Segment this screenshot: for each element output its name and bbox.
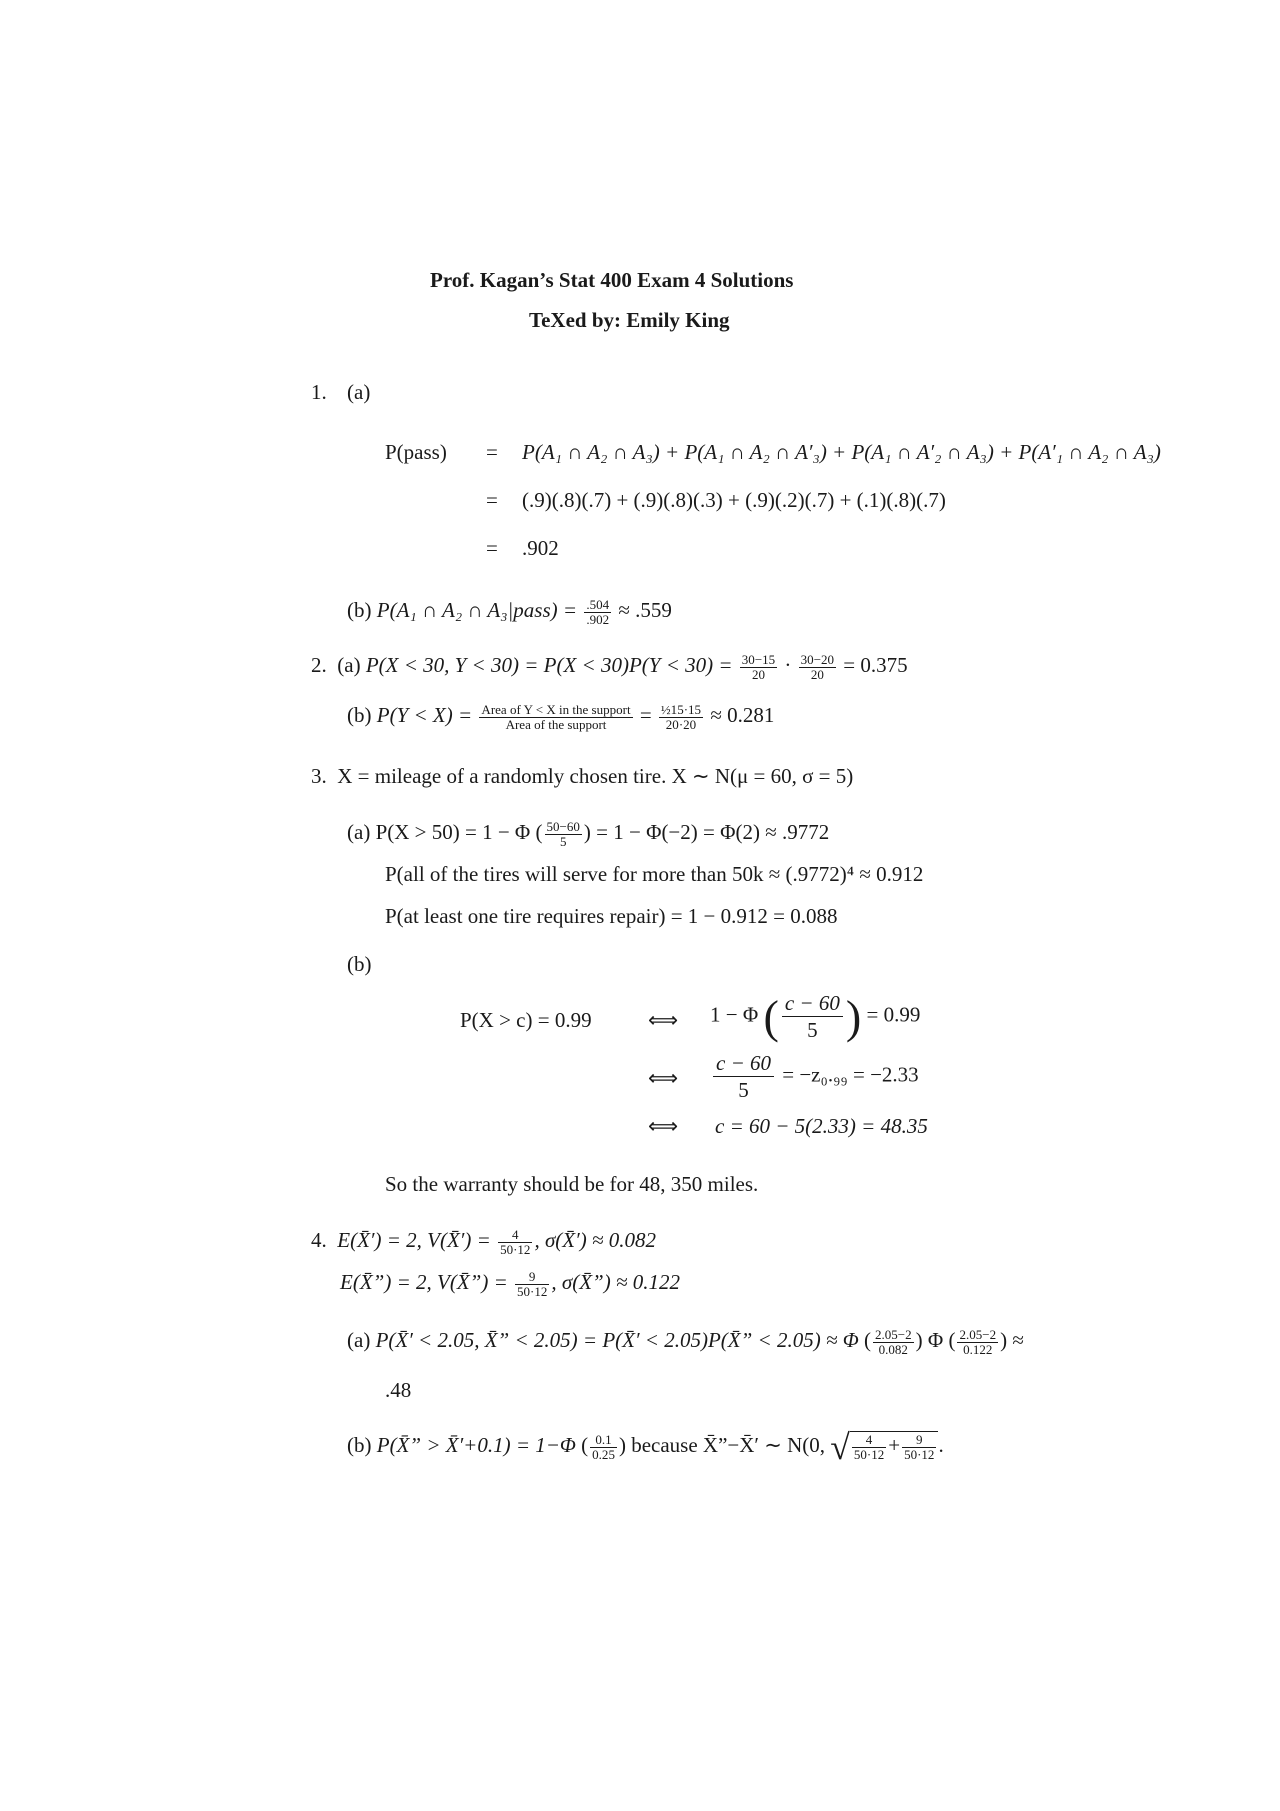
q4b-sqrt-fraction-2 (902, 1433, 936, 1461)
q3-intro-line (311, 764, 853, 789)
q4a-approx: ≈ (1012, 1328, 1024, 1352)
q2a-f1-den: 20 (751, 666, 765, 682)
q2b-fraction-1 (479, 703, 632, 731)
q1b-fraction (584, 598, 611, 626)
q4a-paren2-close: ) (1000, 1328, 1008, 1352)
q4b-s2-den: 50·12 (904, 1446, 935, 1462)
q3b-iff-1: ⟺ (648, 1008, 679, 1032)
q1a-lhs: P(pass) (385, 440, 447, 464)
q2a-line (311, 653, 908, 681)
q3b-r1-paren-open: ( (763, 991, 779, 1043)
q3a-paren-open: ( (535, 820, 543, 844)
q4b-sqrt-body (850, 1431, 939, 1461)
q4b-sqrt-fraction-1 (852, 1433, 886, 1461)
q4-line2 (340, 1270, 680, 1298)
q2b-fraction-2 (659, 703, 703, 731)
q3b-r1-post: = 0.99 (866, 1002, 921, 1027)
q3a-line2: P(all of the tires will serve for more than 50k ≈ (.9772)⁴ ≈ 0.912 (385, 862, 924, 886)
q1a-eq1: = (486, 440, 498, 464)
q4a-fraction-1 (873, 1328, 914, 1356)
q4a-fraction-2 (957, 1328, 998, 1356)
q4b-paren-open: ( (581, 1432, 589, 1457)
q3b-r2-post: = −z₀.₉₉ = −2.33 (782, 1062, 919, 1087)
q4-number: 4. (311, 1228, 327, 1252)
q4b-text: P(X̄” > X̄′+0.1) = 1−Φ (376, 1432, 576, 1457)
q3a-fden: 5 (559, 833, 567, 849)
q1a-eq3: = (486, 536, 498, 560)
q4b-s1-num: 4 (852, 1433, 886, 1448)
sqrt-icon: √ (830, 1427, 850, 1467)
q3b-r1-fraction (782, 990, 843, 1044)
q4-line1-fden: 50·12 (500, 1241, 531, 1257)
q3b-row3: c = 60 − 5(2.33) = 48.35 (715, 1114, 928, 1138)
q2b-f1-den: Area of the support (505, 716, 607, 732)
q2b-f2-num: ½15·15 (660, 702, 702, 718)
q4b-line (347, 1426, 944, 1468)
q3b-r2-den: 5 (738, 1078, 749, 1103)
q4-line1 (311, 1228, 656, 1256)
q3-number: 3. (311, 764, 327, 788)
q3b-r1-paren-close: ) (845, 991, 862, 1043)
q2a-label: (a) (337, 653, 361, 677)
q4-line2-fnum: 9 (515, 1270, 549, 1285)
q1-number: 1. (311, 380, 327, 404)
q4-line1-post: , σ(X̄′) ≈ 0.082 (534, 1228, 656, 1252)
q4a-line (347, 1328, 1024, 1356)
q4-line2-fraction (515, 1270, 549, 1298)
q1b-label: (b) (347, 598, 372, 622)
q4-line1-fraction (498, 1228, 532, 1256)
q4b-paren-close: ) (618, 1432, 626, 1457)
q4-line2-pre: E(X̄”) = 2, V(X̄”) = (340, 1270, 508, 1294)
q4b-f-den: 0.25 (592, 1446, 615, 1462)
q4-line2-post: , σ(X̄”) ≈ 0.122 (551, 1270, 680, 1294)
q3a-line1 (347, 820, 829, 848)
q2b-eq: = (639, 703, 652, 727)
q4b-fraction (590, 1433, 617, 1461)
q1a-rhs3: .902 (522, 536, 559, 560)
q3-conclusion: So the warranty should be for 48, 350 miles. (385, 1172, 759, 1196)
q3b-iff-2: ⟺ (648, 1066, 679, 1090)
q4a-label: (a) (347, 1328, 371, 1352)
q3b-r1-num: c − 60 (782, 990, 843, 1017)
q3b-row1 (710, 990, 920, 1044)
q2a-result: = 0.375 (843, 653, 908, 677)
q3a-fnum: 50−60 (546, 819, 580, 835)
q4a-paren2-open: ( (948, 1328, 956, 1352)
q4a-phi2: Φ (927, 1328, 944, 1352)
q4a-text: P(X̄′ < 2.05, X̄” < 2.05) = P(X̄′ < 2.05)P(X̄” < 2.05) ≈ Φ (375, 1328, 859, 1352)
q1a-label: (a) (347, 380, 371, 404)
q4a-f1-num: 2.05−2 (874, 1327, 912, 1343)
q3a-fraction (545, 820, 582, 848)
q2a-f2-num: 30−20 (800, 652, 835, 668)
q3b-r1-den: 5 (807, 1018, 818, 1043)
q3a-label: (a) (347, 820, 371, 844)
q3a-line1-pre: P(X > 50) = 1 − Φ (375, 820, 531, 844)
q2a-fraction-2 (799, 653, 836, 681)
q2a-f1-num: 30−15 (741, 652, 776, 668)
q2b-f2-den: 20·20 (665, 716, 697, 732)
q1b-result: ≈ .559 (618, 598, 672, 622)
q1b-lhs: P(A₁ ∩ A₂ ∩ A₃|pass) = (376, 598, 578, 622)
q3b-iff-3: ⟺ (648, 1114, 679, 1138)
q3b-row2 (710, 1050, 919, 1104)
q4a-f2-num: 2.05−2 (959, 1327, 997, 1343)
q3b-r2-fraction (713, 1050, 774, 1104)
q2a-text: P(X < 30, Y < 30) = P(X < 30)P(Y < 30) = (365, 653, 733, 677)
q3b-label: (b) (347, 952, 372, 976)
q3a-paren-close: ) (583, 820, 591, 844)
q4b-f-num: 0.1 (590, 1433, 617, 1448)
q2a-fraction-1 (740, 653, 777, 681)
q2-number: 2. (311, 653, 327, 677)
q2b-line (347, 703, 774, 731)
q1a-rhs2: (.9)(.8)(.7) + (.9)(.8)(.3) + (.9)(.2)(.7) + (.1)(.8)(.7) (522, 488, 946, 512)
q3a-line3: P(at least one tire requires repair) = 1 − 0.912 = 0.088 (385, 904, 838, 928)
q1a-rhs1: P(A₁ ∩ A₂ ∩ A₃) + P(A₁ ∩ A₂ ∩ A′₃) + P(A₁ ∩ A′₂ ∩ A₃) + P(A′₁ ∩ A₂ ∩ A₃) (522, 440, 1161, 464)
q4a-f2-den: 0.122 (963, 1341, 993, 1357)
q3a-line1-post: = 1 − Φ(−2) = Φ(2) ≈ .9772 (596, 820, 830, 844)
q1a-eq2: = (486, 488, 498, 512)
q2a-dot: · (784, 653, 792, 677)
q4-line1-fnum: 4 (498, 1228, 532, 1243)
q4-line1-pre: E(X̄′) = 2, V(X̄′) = (337, 1228, 491, 1252)
q1b-num: .504 (586, 597, 610, 613)
q3-intro: X = mileage of a randomly chosen tire. X ∼ N(μ = 60, σ = 5) (337, 764, 854, 788)
page-title: Prof. Kagan’s Stat 400 Exam 4 Solutions (430, 268, 794, 292)
q4b-label: (b) (347, 1432, 372, 1457)
q4b-end: . (938, 1432, 944, 1457)
q4a-result: .48 (385, 1378, 412, 1402)
q2b-lhs: P(Y < X) = (376, 703, 473, 727)
q3b-lhs: P(X > c) = 0.99 (460, 1008, 592, 1032)
q4a-f1-den: 0.082 (878, 1341, 908, 1357)
q4b-plus: + (888, 1432, 901, 1457)
q2b-f1-num: Area of Y < X in the support (481, 702, 631, 718)
q2a-f2-den: 20 (810, 666, 824, 682)
q4a-paren1-open: ( (863, 1328, 871, 1352)
q3b-r2-num: c − 60 (713, 1050, 774, 1077)
q4-line2-fden: 50·12 (516, 1283, 548, 1299)
q1b-line (347, 598, 672, 626)
q3b-r1-pre: 1 − Φ (710, 1002, 759, 1027)
q2b-result: ≈ 0.281 (710, 703, 775, 727)
q2b-label: (b) (347, 703, 372, 727)
q4b-s1-den: 50·12 (853, 1446, 885, 1462)
q1b-den: .902 (586, 611, 610, 627)
q4a-paren1-close: ) (915, 1328, 923, 1352)
q4b-s2-num: 9 (902, 1433, 936, 1448)
q4b-because: because X̄”−X̄′ ∼ N(0, (631, 1432, 826, 1457)
page-subtitle: TeXed by: Emily King (529, 308, 730, 332)
